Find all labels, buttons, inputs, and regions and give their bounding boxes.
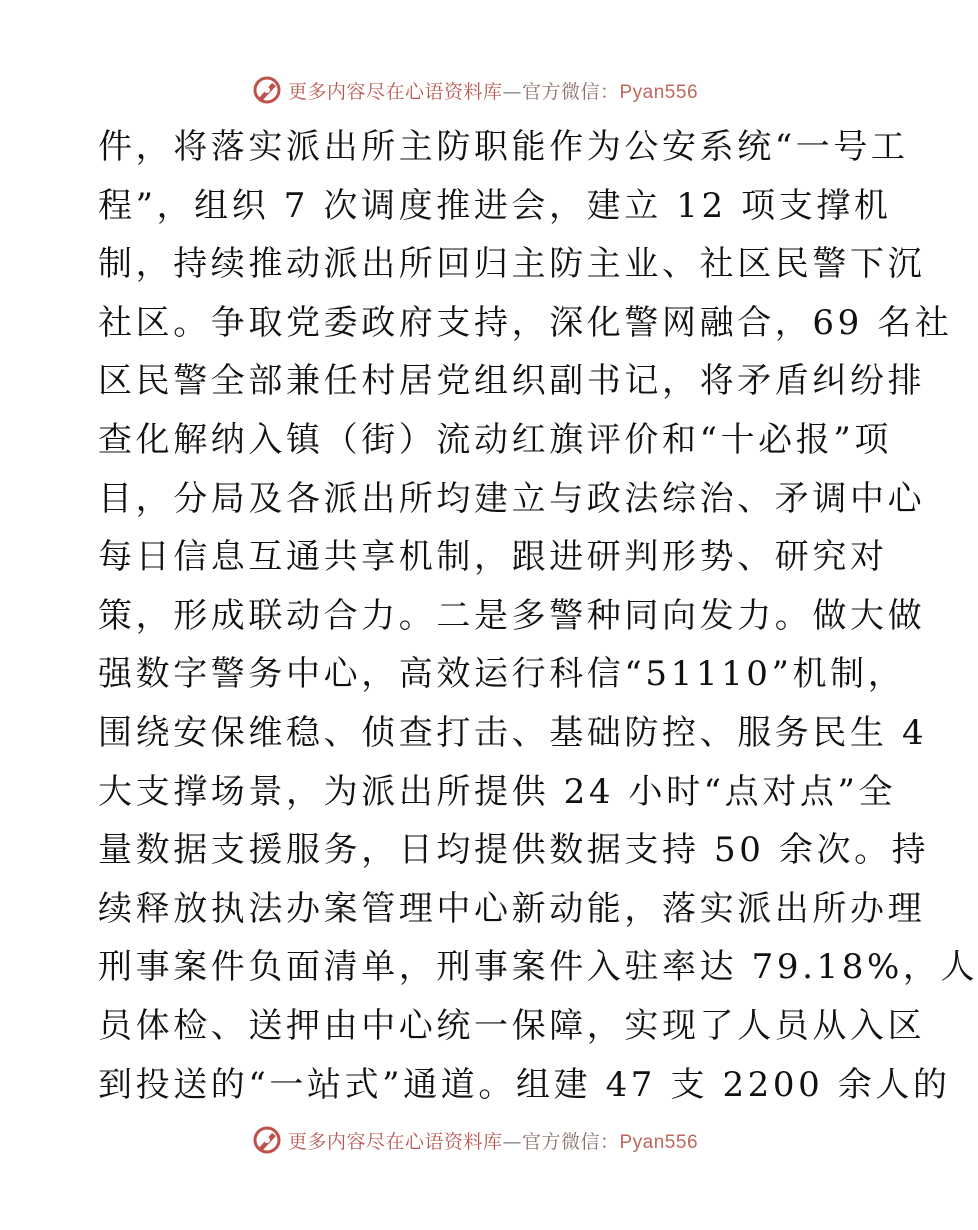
header-banner-main: 更多内容尽在心语资料库 [287, 80, 503, 103]
footer-banner-main: 更多内容尽在心语资料库 [287, 1130, 503, 1153]
body-line: 策，形成联动合力。二是多警种同向发力。做大做 [98, 595, 926, 636]
footer-banner-text [288, 1127, 698, 1154]
body-line: 员体检、送押由中心统一保障，实现了人员从入区 [98, 1005, 926, 1046]
body-line: 强数字警务中心，高效运行科信“51110”机制， [98, 654, 906, 695]
header-banner [0, 70, 950, 110]
pen-circle-logo-icon [252, 75, 282, 105]
body-line: 到投送的“一站式”通道。组建 47 支 2200 余人的 [98, 1064, 951, 1105]
body-line: 围绕安保维稳、侦查打击、基础防控、服务民生 4 [98, 712, 928, 753]
body-line: 件，将落实派出所主防职能作为公安系统“一号工 [98, 127, 909, 167]
footer-banner [0, 1120, 950, 1160]
body-line: 区民警全部兼任村居党组织副书记，将矛盾纠纷排 [98, 361, 926, 402]
header-banner-wechat-label: 官方微信： [521, 80, 620, 103]
body-line: 刑事案件负面清单，刑事案件入驻率达 79.18%，人 [98, 947, 978, 988]
body-line: 每日信息互通共享机制，跟进研判形势、研究对 [98, 537, 888, 578]
body-line: 目，分局及各派出所均建立与政法综治、矛调中心 [98, 478, 926, 519]
body-line: 续释放执法办案管理中心新动能，落实派出所办理 [98, 888, 926, 929]
footer-banner-handle: Pyan556 [619, 1131, 699, 1153]
footer-banner-separator: — [502, 1130, 522, 1153]
header-banner-text [288, 77, 698, 104]
header-banner-handle: Pyan556 [619, 81, 699, 103]
body-line: 查化解纳入镇（街）流动红旗评价和“十必报”项 [98, 419, 892, 460]
footer-banner-wechat-label: 官方微信： [521, 1130, 620, 1153]
header-banner-separator: — [502, 80, 522, 103]
document-body [98, 118, 978, 1114]
body-line: 社区。争取党委政府支持，深化警网融合，69 名社 [98, 302, 953, 343]
body-line: 大支撑场景，为派出所提供 24 小时“点对点”全 [98, 771, 897, 812]
body-line: 制，持续推动派出所回归主防主业、社区民警下沉 [98, 244, 926, 285]
pen-circle-logo-icon [252, 1125, 282, 1155]
body-line: 量数据支援服务，日均提供数据支持 50 余次。持 [98, 830, 930, 871]
body-line: 程”，组织 7 次调度推进会，建立 12 项支撑机 [98, 185, 892, 226]
